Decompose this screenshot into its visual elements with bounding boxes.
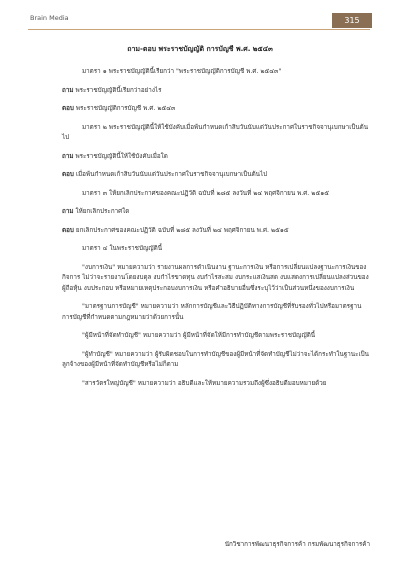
- qa-label: ตอบ: [62, 171, 74, 178]
- paragraph-text: มาตรา ๔ ในพระราชบัญญัตินี้: [82, 245, 163, 252]
- paragraph-text: มาตรา ๓ ให้ยกเลิกประกาศของคณะปฏิวัติ ฉบับที่ ๒๘๕ ลงวันที่ ๒๔ พฤศจิกายน พ.ศ. ๒๕๑๕: [82, 189, 329, 197]
- page-number-badge: 315: [332, 13, 372, 28]
- paragraph-text: มาตรา ๑ พระราชบัญญัตินี้เรียกว่า "พระราชบัญญัติการบัญชี พ.ศ. ๒๕๔๓": [82, 68, 282, 75]
- paragraph: [62, 244, 372, 255]
- qa-label: ตอบ: [62, 105, 74, 112]
- paragraph: [62, 331, 372, 342]
- paragraph-text: พระราชบัญญัตินี้เรียกว่าอย่างไร: [73, 86, 162, 94]
- footer-text: นักวิชาการพัฒนาธุรกิจการค้า กรมพัฒนาธุรกิจการค้า: [224, 541, 370, 548]
- qa-label: ถาม: [62, 86, 74, 94]
- paragraph-text: "ผู้ทำบัญชี" หมายความว่า ผู้รับผิดชอบในการทำบัญชีของผู้มีหน้าที่จัดทำบัญชีไม่ว่าจะได้กระทำในฐานะเป็นลูกจ้างของผู้มีหน้าที่จัดทำบัญชีหรือไม่ก็ตาม: [62, 350, 369, 368]
- paragraph-text: มาตรา ๒ พระราชบัญญัตินี้ให้ใช้บังคับเมื่อพ้นกำหนดเก้าสิบวันนับแต่วันประกาศในราชกิจจานุเบกษาเป็นต้นไป: [62, 123, 369, 141]
- qa-label: ถาม: [62, 208, 74, 215]
- paragraph: [62, 104, 372, 115]
- document-body: [62, 67, 372, 397]
- paragraph-text: "งบการเงิน" หมายความว่า รายงานผลการดำเนินงาน ฐานะการเงิน หรือการเปลี่ยนแปลงฐานะการเงินของกิจการ ไม่ว่าจะรายงานโดยงบดุล งบกำไรขาดทุน งบกำไรสะสม งบกระแสเงินสด งบแสดงการเปลี่ยนแปลงส่วนของผู้ถือหุ้น งบประกอบ หรือหมายเหตุประกอบงบการเงิน หรือคำอธิบายอื่นซึ่งระบุไว้ว่าเป็นส่วนหนึ่งของงบการเงิน: [62, 263, 369, 292]
- paragraph-text: "ผู้มีหน้าที่จัดทำบัญชี" หมายความว่า ผู้มีหน้าที่จัดให้มีการทำบัญชีตามพระราชบัญญัตินี้: [82, 332, 316, 339]
- paragraph: [62, 123, 372, 144]
- paragraph-text: "มาตรฐานการบัญชี" หมายความว่า หลักการบัญชีและวิธีปฏิบัติทางการบัญชีที่รับรองทั่วไปหรือมาตรฐานการบัญชีที่กำหนดตามกฎหมายว่าด้วยการนั้น: [62, 303, 362, 321]
- brand-name: Brain Media: [30, 14, 69, 22]
- paragraph: [62, 226, 372, 237]
- header-rule: [28, 29, 370, 30]
- paragraph: [62, 170, 372, 181]
- paragraph: [62, 152, 372, 163]
- paragraph: [62, 86, 372, 97]
- paragraph-text: พระราชบัญญัติการบัญชี พ.ศ. ๒๕๔๓: [73, 105, 176, 112]
- paragraph-text: ให้ยกเลิกประกาศใด: [73, 208, 130, 215]
- paragraph: [62, 67, 372, 78]
- paragraph: [62, 350, 372, 371]
- paragraph: [62, 302, 372, 323]
- paragraph-text: เมื่อพ้นกำหนดเก้าสิบวันนับแต่วันประกาศในราชกิจจานุเบกษาเป็นต้นไป: [73, 171, 268, 178]
- paragraph-text: ยกเลิกประกาศของคณะปฏิวัติ ฉบับที่ ๒๘๕ ลงวันที่ ๒๔ พฤศจิกายน พ.ศ. ๒๕๑๕: [73, 226, 289, 234]
- qa-label: ถาม: [62, 152, 74, 160]
- page-title: ถาม-ตอบ พระราชบัญญัติ การบัญชี พ.ศ. ๒๕๔๓: [127, 45, 273, 53]
- paragraph-text: พระราชบัญญัตินี้ให้ใช้บังคับเมื่อใด: [73, 152, 168, 160]
- qa-label: ตอบ: [62, 226, 74, 234]
- paragraph: [62, 189, 372, 200]
- paragraph: [62, 379, 372, 390]
- paragraph-text: "สารวัตรใหญ่บัญชี" หมายความว่า อธิบดีและให้หมายความรวมถึงผู้ซึ่งอธิบดีมอบหมายด้วย: [82, 379, 327, 387]
- paragraph: [62, 263, 372, 295]
- paragraph: [62, 207, 372, 218]
